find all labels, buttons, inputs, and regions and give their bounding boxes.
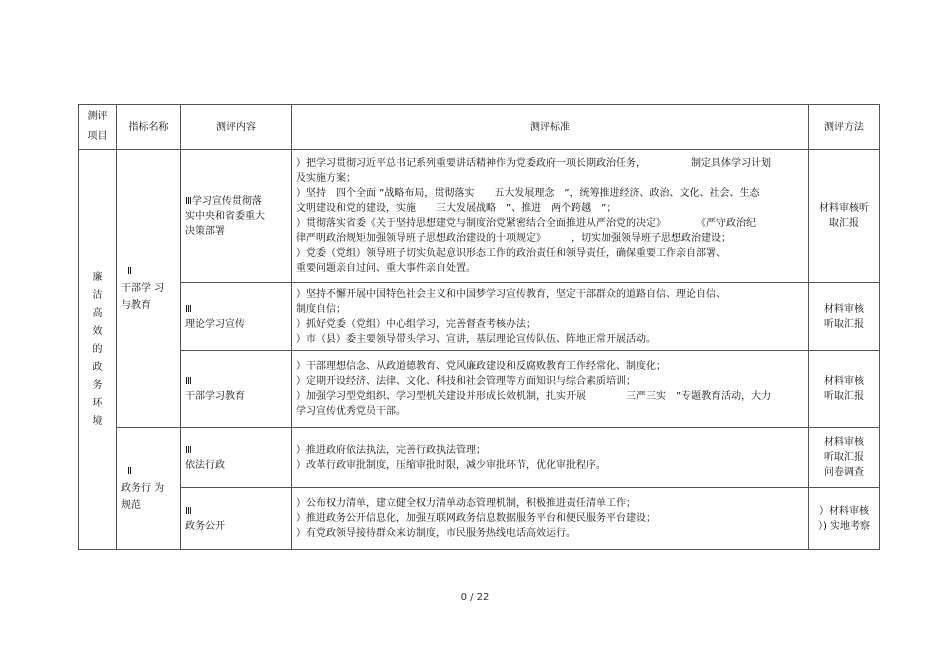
content-cell: Ⅲ 理论学习宣传 [181, 283, 292, 351]
table-row [79, 150, 880, 283]
header-project: 测评 项目 [79, 105, 117, 150]
indicator-name-cell: Ⅱ 政务行 为 规范 [117, 428, 181, 550]
method-cell: 材料审核听 取汇报 [809, 150, 880, 283]
content-cell: Ⅲ 依法行政 [181, 428, 292, 488]
criteria-cell: ）把学习贯彻习近平总书记系列重要讲话精神作为党委政府一项长期政治任务， 制定具体学习计划 及实施方案； ）坚持 四个全面 ”战略布局，贯彻落实 五大发展理念 ”，统筹推进经济、政治、文化、社会、生态 文明建设和党的建设，实施 三大发展战略 ”、推进 两个跨越 ”； ）贯彻落实省委《关于坚持思想建党与制度治党紧密结合全面推进从严治党的决定》 《严守政治纪 律严明政治规矩加强领导班子思想政治建设的十项规定》 ，切实加强领导班子思想政治建设； ）党委（党组）领导班子切实负起意识形态工作的政治责任和领导责任，确保重要工作亲自部署、 重要问题亲自过问、重大事件亲自处置。 [292, 150, 809, 283]
project-cell: 廉 洁 高 效 的 政 务 环 境 [79, 150, 117, 550]
criteria-cell: ）坚持不懈开展中国特色社会主义和中国梦学习宣传教育，坚定干部群众的道路自信、理论自信、 制度自信； ）抓好党委（党组）中心组学习，完善督查考核办法； ）市（县）委主要领导带头学习、宣讲，基层理论宣传队伍、阵地正常开展活动。 [292, 283, 809, 351]
criteria-cell: ）公布权力清单，建立健全权力清单动态管理机制，积极推进责任清单工作； ）推进政务公开信息化，加强互联网政务信息数据服务平台和便民服务平台建设； ）有党政领导接待群众来访制度，市民服务热线电话高效运行。 [292, 488, 809, 550]
method-cell: 材料审核 听取汇报 [809, 283, 880, 351]
header-row [79, 105, 880, 150]
table-row [79, 283, 880, 351]
method-cell: 材料审核 听取汇报 问卷调查 [809, 428, 880, 488]
header-method: 测评方法 [809, 105, 880, 150]
table-row [79, 428, 880, 488]
table-row [79, 488, 880, 550]
method-cell: 材料审核 听取汇报 [809, 351, 880, 428]
method-cell: ）材料审核 ）) 实地考察 [809, 488, 880, 550]
indicator-name-cell: Ⅱ 干部学 习 与教育 [117, 150, 181, 428]
criteria-cell: ）推进政府依法执法，完善行政执法管理； ）改革行政审批制度，压缩审批时限，减少审批环节，优化审批程序。 [292, 428, 809, 488]
header-indicator-name: 指标名称 [117, 105, 181, 150]
evaluation-table [78, 104, 880, 550]
content-cell: Ⅲ 干部学习教育 [181, 351, 292, 428]
criteria-cell: ）干部理想信念、从政道德教育、党风廉政建设和反腐败教育工作经常化、制度化； ）定期开设经济、法律、文化、科技和社会管理等方面知识与综合素质培训； ）加强学习型党组织、学习型机关建设并形成长效机制，扎实开展 三严三实 ”专题教育活动，大力 学习宣传优秀党员干部。 [292, 351, 809, 428]
header-content: 测评内容 [181, 105, 292, 150]
page-number: 0 / 22 [460, 592, 490, 603]
content-cell: Ⅲ 政务公开 [181, 488, 292, 550]
header-criteria: 测评标准 [292, 105, 809, 150]
content-cell: Ⅲ学习宣传贯彻落 实中央和省委重大 决策部署 [181, 150, 292, 283]
table-row [79, 351, 880, 428]
